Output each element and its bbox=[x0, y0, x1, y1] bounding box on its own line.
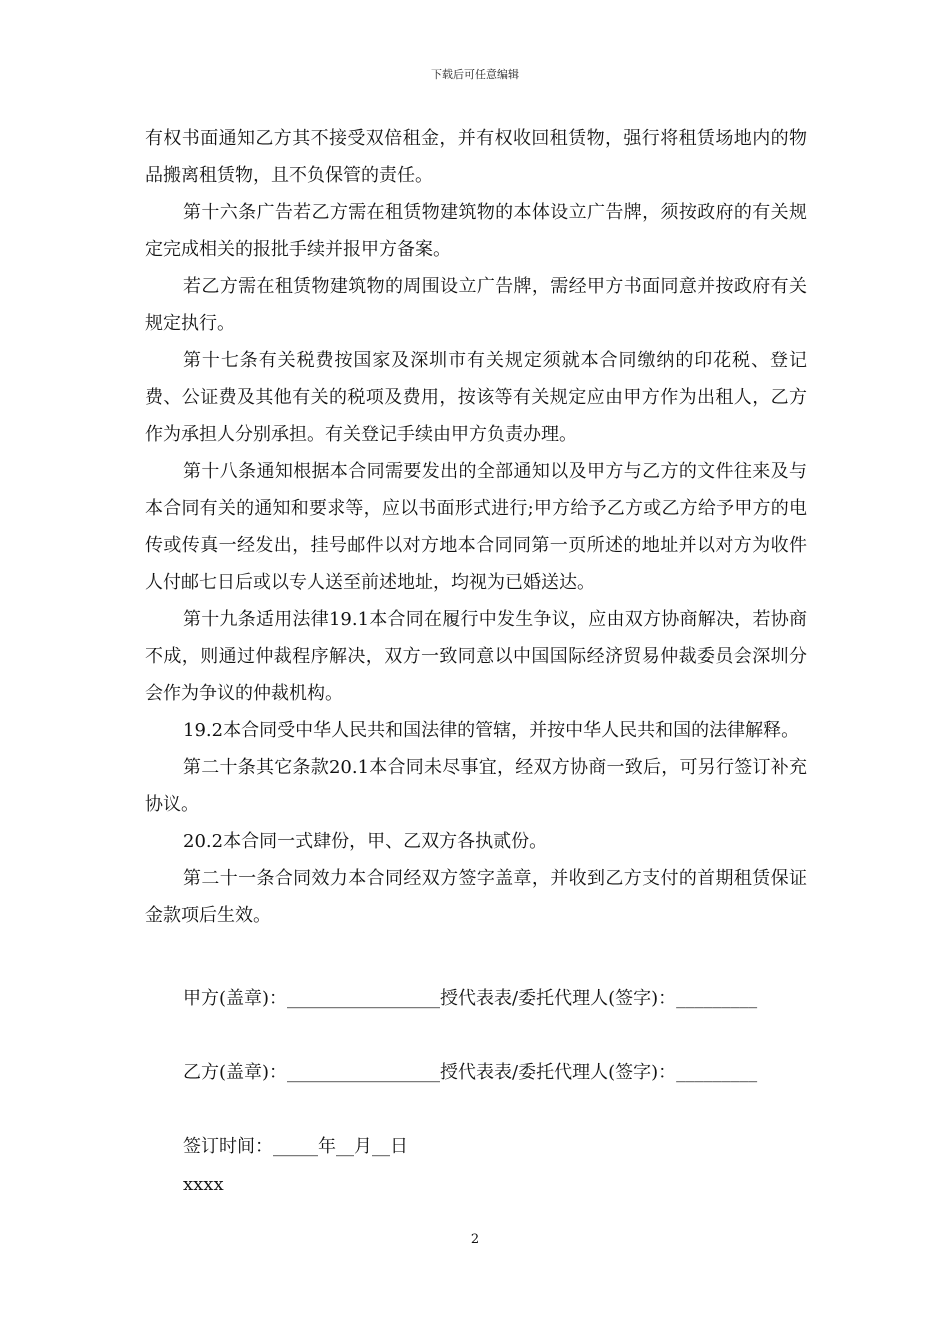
paragraph-article-16-b: 若乙方需在租赁物建筑物的周围设立广告牌，需经甲方书面同意并按政府有关规定执行。 bbox=[145, 276, 807, 334]
paragraph-article-18: 第十八条通知根据本合同需要发出的全部通知以及甲方与乙方的文件往来及与本合同有关的通知和要求等，应以书面形式进行;甲方给予乙方或乙方给予甲方的电传或传真一经发出，挂号邮件以对方地本合同同第一页所述的地址并以对方为收件人付邮七日后或以专人送至前述地址，均视为已婚送达。 bbox=[145, 461, 807, 593]
paragraph-article-16: 第十六条广告若乙方需在租赁物建筑物的本体设立广告牌，须按政府的有关规定完成相关的报批手续并报甲方备案。 bbox=[145, 202, 807, 260]
paragraph-article-20-2: 20.2本合同一式肆份，甲、乙双方各执贰份。 bbox=[183, 831, 548, 852]
paragraph-article-17: 第十七条有关税费按国家及深圳市有关规定须就本合同缴纳的印花税、登记费、公证费及其他有关的税项及费用，按该等有关规定应由甲方作为出租人，乙方作为承担人分别承担。有关登记手续由甲方负责办理。 bbox=[145, 350, 807, 445]
placeholder-text: xxxx bbox=[183, 1174, 224, 1195]
paragraph-article-19: 第十九条适用法律19.1本合同在履行中发生争议，应由双方协商解决，若协商不成，则通过仲裁程序解决，双方一致同意以中国国际经济贸易仲裁委员会深圳分会作为争议的仲裁机构。 bbox=[145, 609, 807, 704]
signature-line-party-a: 甲方(盖章)：_________________授代表表/委托代理人(签字)：_________ bbox=[183, 988, 758, 1009]
page-header: 下载后可任意编辑 bbox=[431, 68, 519, 81]
paragraph-article-21: 第二十一条合同效力本合同经双方签字盖章，并收到乙方支付的首期租赁保证金款项后生效。 bbox=[145, 868, 807, 926]
paragraph-article-20: 第二十条其它条款20.1本合同未尽事宜，经双方协商一致后，可另行签订补充协议。 bbox=[145, 757, 807, 815]
paragraph-article-19-2: 19.2本合同受中华人民共和国法律的管辖，并按中华人民共和国的法律解释。 bbox=[183, 720, 800, 741]
signing-date-line: 签订时间：_____年__月__日 bbox=[183, 1136, 408, 1157]
document-body bbox=[145, 120, 807, 934]
paragraph-1: 有权书面通知乙方其不接受双倍租金，并有权收回租赁物，强行将租赁场地内的物品搬离租赁物，且不负保管的责任。 bbox=[145, 128, 807, 186]
signature-line-party-b: 乙方(盖章)：_________________授代表表/委托代理人(签字)：_________ bbox=[183, 1062, 758, 1083]
page-number: 2 bbox=[470, 1232, 480, 1247]
